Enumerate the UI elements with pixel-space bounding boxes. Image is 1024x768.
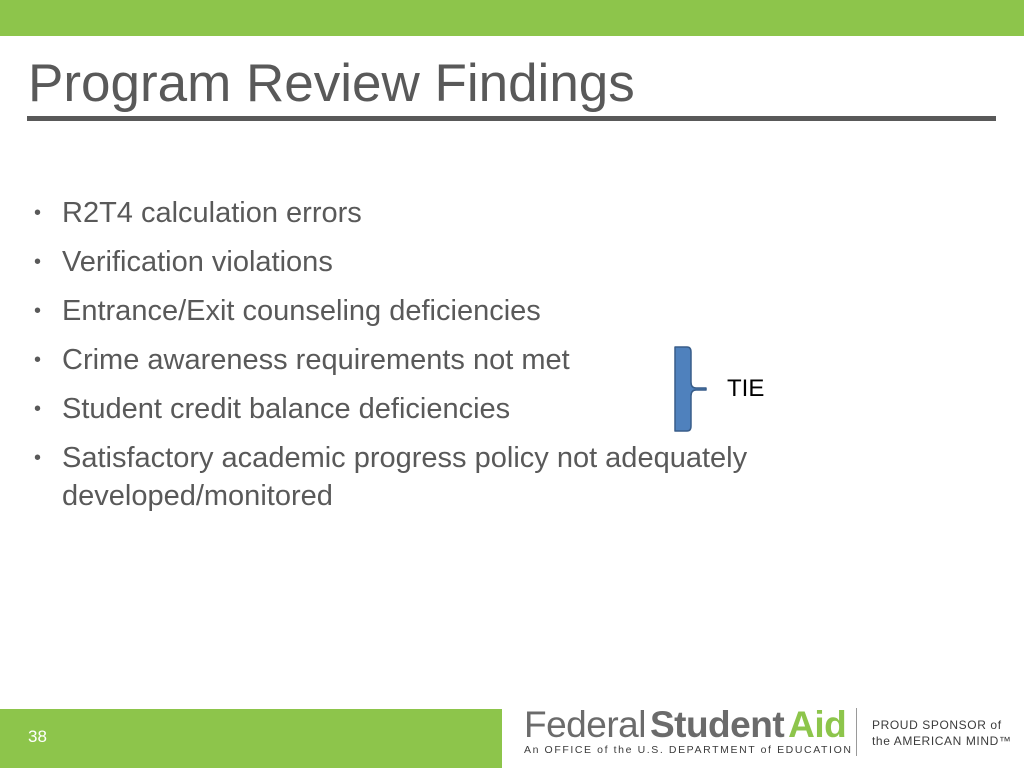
brand-federal: Federal (524, 704, 646, 745)
right-brace-shape (672, 344, 716, 434)
page-number: 38 (28, 727, 47, 746)
footer-green-band (0, 709, 502, 768)
bullet-item (34, 390, 894, 428)
bullet-text: Verification violations (62, 246, 333, 278)
bullet-marker: • (34, 300, 42, 322)
brand-student: Student (649, 704, 785, 745)
bullet-text: Student credit balance deficiencies (62, 393, 511, 425)
sponsor-line-2: the AMERICAN MIND™ (872, 734, 1012, 748)
bullet-text: Satisfactory academic progress policy not adequately developed/monitored (62, 442, 748, 512)
bullet-item (34, 194, 894, 232)
federal-student-aid-logo (524, 703, 854, 763)
bullet-marker: • (34, 251, 42, 273)
bullet-item (34, 341, 894, 379)
bullet-marker: • (34, 349, 42, 371)
title-underline (27, 116, 996, 121)
bullet-text: Crime awareness requirements not met (62, 344, 570, 376)
brand-tagline: An OFFICE of the U.S. DEPARTMENT of EDUCATION (524, 744, 853, 756)
bullet-item (34, 439, 894, 515)
bullet-text: R2T4 calculation errors (62, 197, 362, 229)
footer-divider (856, 708, 857, 756)
sponsor-text (872, 717, 1012, 749)
top-accent-bar (0, 0, 1024, 36)
brace-label: TIE (727, 375, 765, 402)
bullet-item (34, 243, 894, 281)
bullet-item (34, 292, 894, 330)
bullet-marker: • (34, 447, 42, 469)
brand-wordmark (524, 703, 846, 747)
bullet-list (34, 194, 894, 526)
bullet-marker: • (34, 398, 42, 420)
brand-aid: Aid (788, 704, 847, 745)
bullet-text: Entrance/Exit counseling deficiencies (62, 295, 541, 327)
sponsor-line-1: PROUD SPONSOR of (872, 718, 1002, 732)
bullet-marker: • (34, 202, 42, 224)
slide-title: Program Review Findings (28, 54, 635, 113)
brace-fill (675, 347, 706, 431)
